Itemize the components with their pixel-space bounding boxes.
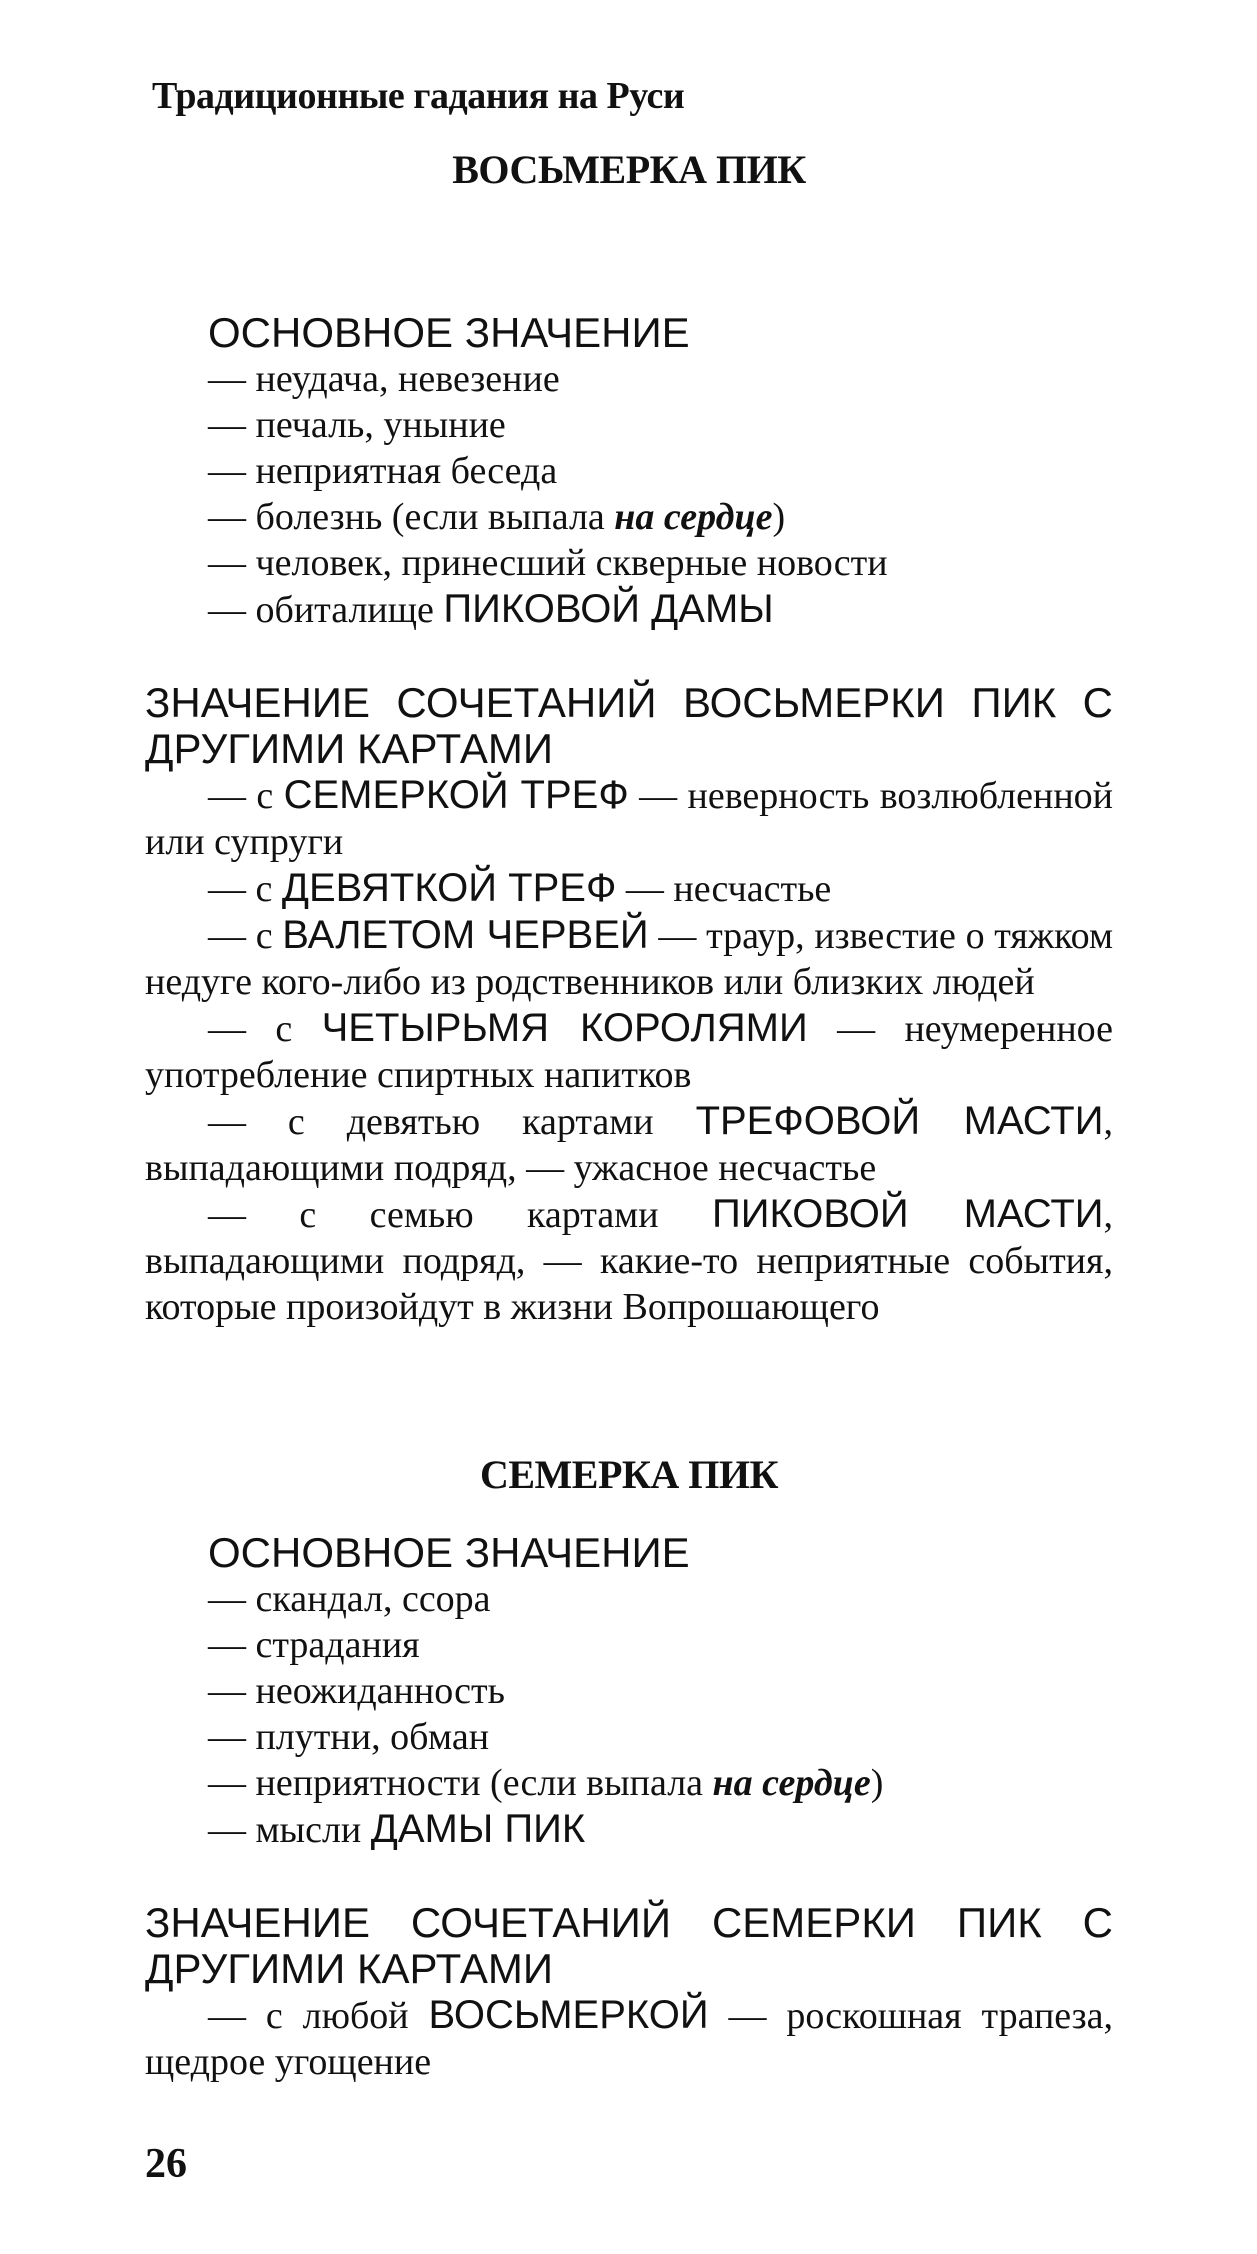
list-item [145, 494, 1113, 540]
combination-text: — с девятью картами [208, 1101, 696, 1143]
list-item-caps: ДАМЫ ПИК [370, 1807, 586, 1851]
list-item: — страдания [208, 1624, 420, 1666]
combination-paragraph [145, 1191, 1113, 1330]
combination-card: ДЕВЯТКОЙ ТРЕФ [281, 866, 617, 910]
combination-paragraph [145, 1098, 1113, 1191]
page-number: 26 [145, 2141, 187, 2187]
combination-text: — несчастье [616, 868, 832, 910]
section-eight-of-spades [145, 147, 1113, 192]
combinations-heading: ЗНАЧЕНИЕ СОЧЕТАНИЙ ВОСЬМЕРКИ ПИК С ДРУГИМИ КАРТАМИ [145, 679, 1113, 772]
list-item: — неудача, невезение [208, 358, 560, 400]
combination-text: — с [208, 1008, 322, 1050]
combination-card: СЕМЕРКОЙ ТРЕФ [283, 773, 629, 817]
list-item: — неожиданность [208, 1670, 505, 1712]
basic-meaning-list [145, 356, 1113, 633]
list-item: — скандал, ссора [208, 1578, 491, 1620]
list-item-text: — болезнь (если выпала [208, 496, 615, 538]
combination-paragraph [145, 912, 1113, 1005]
combination-text: — с [208, 775, 284, 817]
list-item: — печаль, уныние [208, 404, 506, 446]
list-item: — неприятная беседа [208, 450, 558, 492]
combination-card: ПИКОВОЙ МАСТИ [711, 1192, 1104, 1236]
basic-meaning-list [145, 1576, 1113, 1853]
combination-card: ЧЕТЫРЬМЯ КОРОЛЯМИ [321, 1006, 808, 1050]
combination-text: — неверность возлюбленной или супруги [145, 775, 1114, 863]
eight-combinations [145, 680, 1113, 1330]
list-item-text: — обиталище [208, 589, 444, 631]
combination-card: ВАЛЕТОМ ЧЕРВЕЙ [282, 913, 649, 957]
list-item [145, 1760, 1113, 1806]
list-item-text: — неприятности (если выпала [208, 1762, 713, 1804]
basic-meaning-heading: ОСНОВНОЕ ЗНАЧЕНИЕ [208, 309, 690, 356]
combination-text: — неумеренное употребление спиртных напитков [145, 1008, 1113, 1096]
combination-text: — роскошная трапеза, щедрое угощение [145, 1995, 1113, 2083]
combination-paragraph [145, 1005, 1113, 1098]
seven-basic-meaning [145, 1530, 1113, 1853]
combination-card: ТРЕФОВОЙ МАСТИ [695, 1099, 1104, 1143]
combination-text: — траур, известие о тяжком недуге кого-либо из родственников или близких людей [145, 915, 1113, 1003]
section-title-seven: СЕМЕРКА ПИК [479, 1452, 779, 1497]
section-title-eight: ВОСЬМЕРКА ПИК [452, 147, 806, 192]
eight-basic-meaning [145, 310, 1113, 633]
list-item-text: ) [870, 1762, 884, 1804]
combination-text: — с семью картами [208, 1194, 712, 1236]
combination-paragraph [145, 865, 1113, 912]
combination-paragraph [145, 772, 1113, 865]
list-item-emphasis: на сердце [614, 496, 773, 538]
list-item [145, 586, 1113, 633]
list-item: — плутни, обман [208, 1716, 490, 1758]
list-item-caps: ПИКОВОЙ ДАМЫ [443, 587, 774, 631]
list-item: — человек, принесший скверные новости [208, 542, 888, 584]
combination-text: — с любой [208, 1995, 429, 2037]
section-seven-of-spades [145, 1452, 1113, 1497]
combination-text: , выпадающими подряд, — какие-то неприятные события, которые произойдут в жизни Вопрошающего [145, 1194, 1113, 1328]
combination-text: — с [208, 915, 283, 957]
list-item-emphasis: на сердце [712, 1762, 871, 1804]
seven-combinations [145, 1900, 1113, 2085]
running-head: Традиционные гадания на Руси [152, 75, 685, 117]
list-item-text: — мысли [208, 1809, 371, 1851]
combinations-heading: ЗНАЧЕНИЕ СОЧЕТАНИЙ СЕМЕРКИ ПИК С ДРУГИМИ КАРТАМИ [145, 1899, 1113, 1992]
combination-text: , выпадающими подряд, — ужасное несчастье [145, 1101, 1113, 1189]
basic-meaning-heading: ОСНОВНОЕ ЗНАЧЕНИЕ [208, 1529, 690, 1576]
combination-paragraph [145, 1992, 1113, 2085]
combination-text: — с [208, 868, 282, 910]
combination-card: ВОСЬМЕРКОЙ [428, 1993, 709, 2037]
list-item [145, 1806, 1113, 1853]
list-item-text: ) [772, 496, 786, 538]
